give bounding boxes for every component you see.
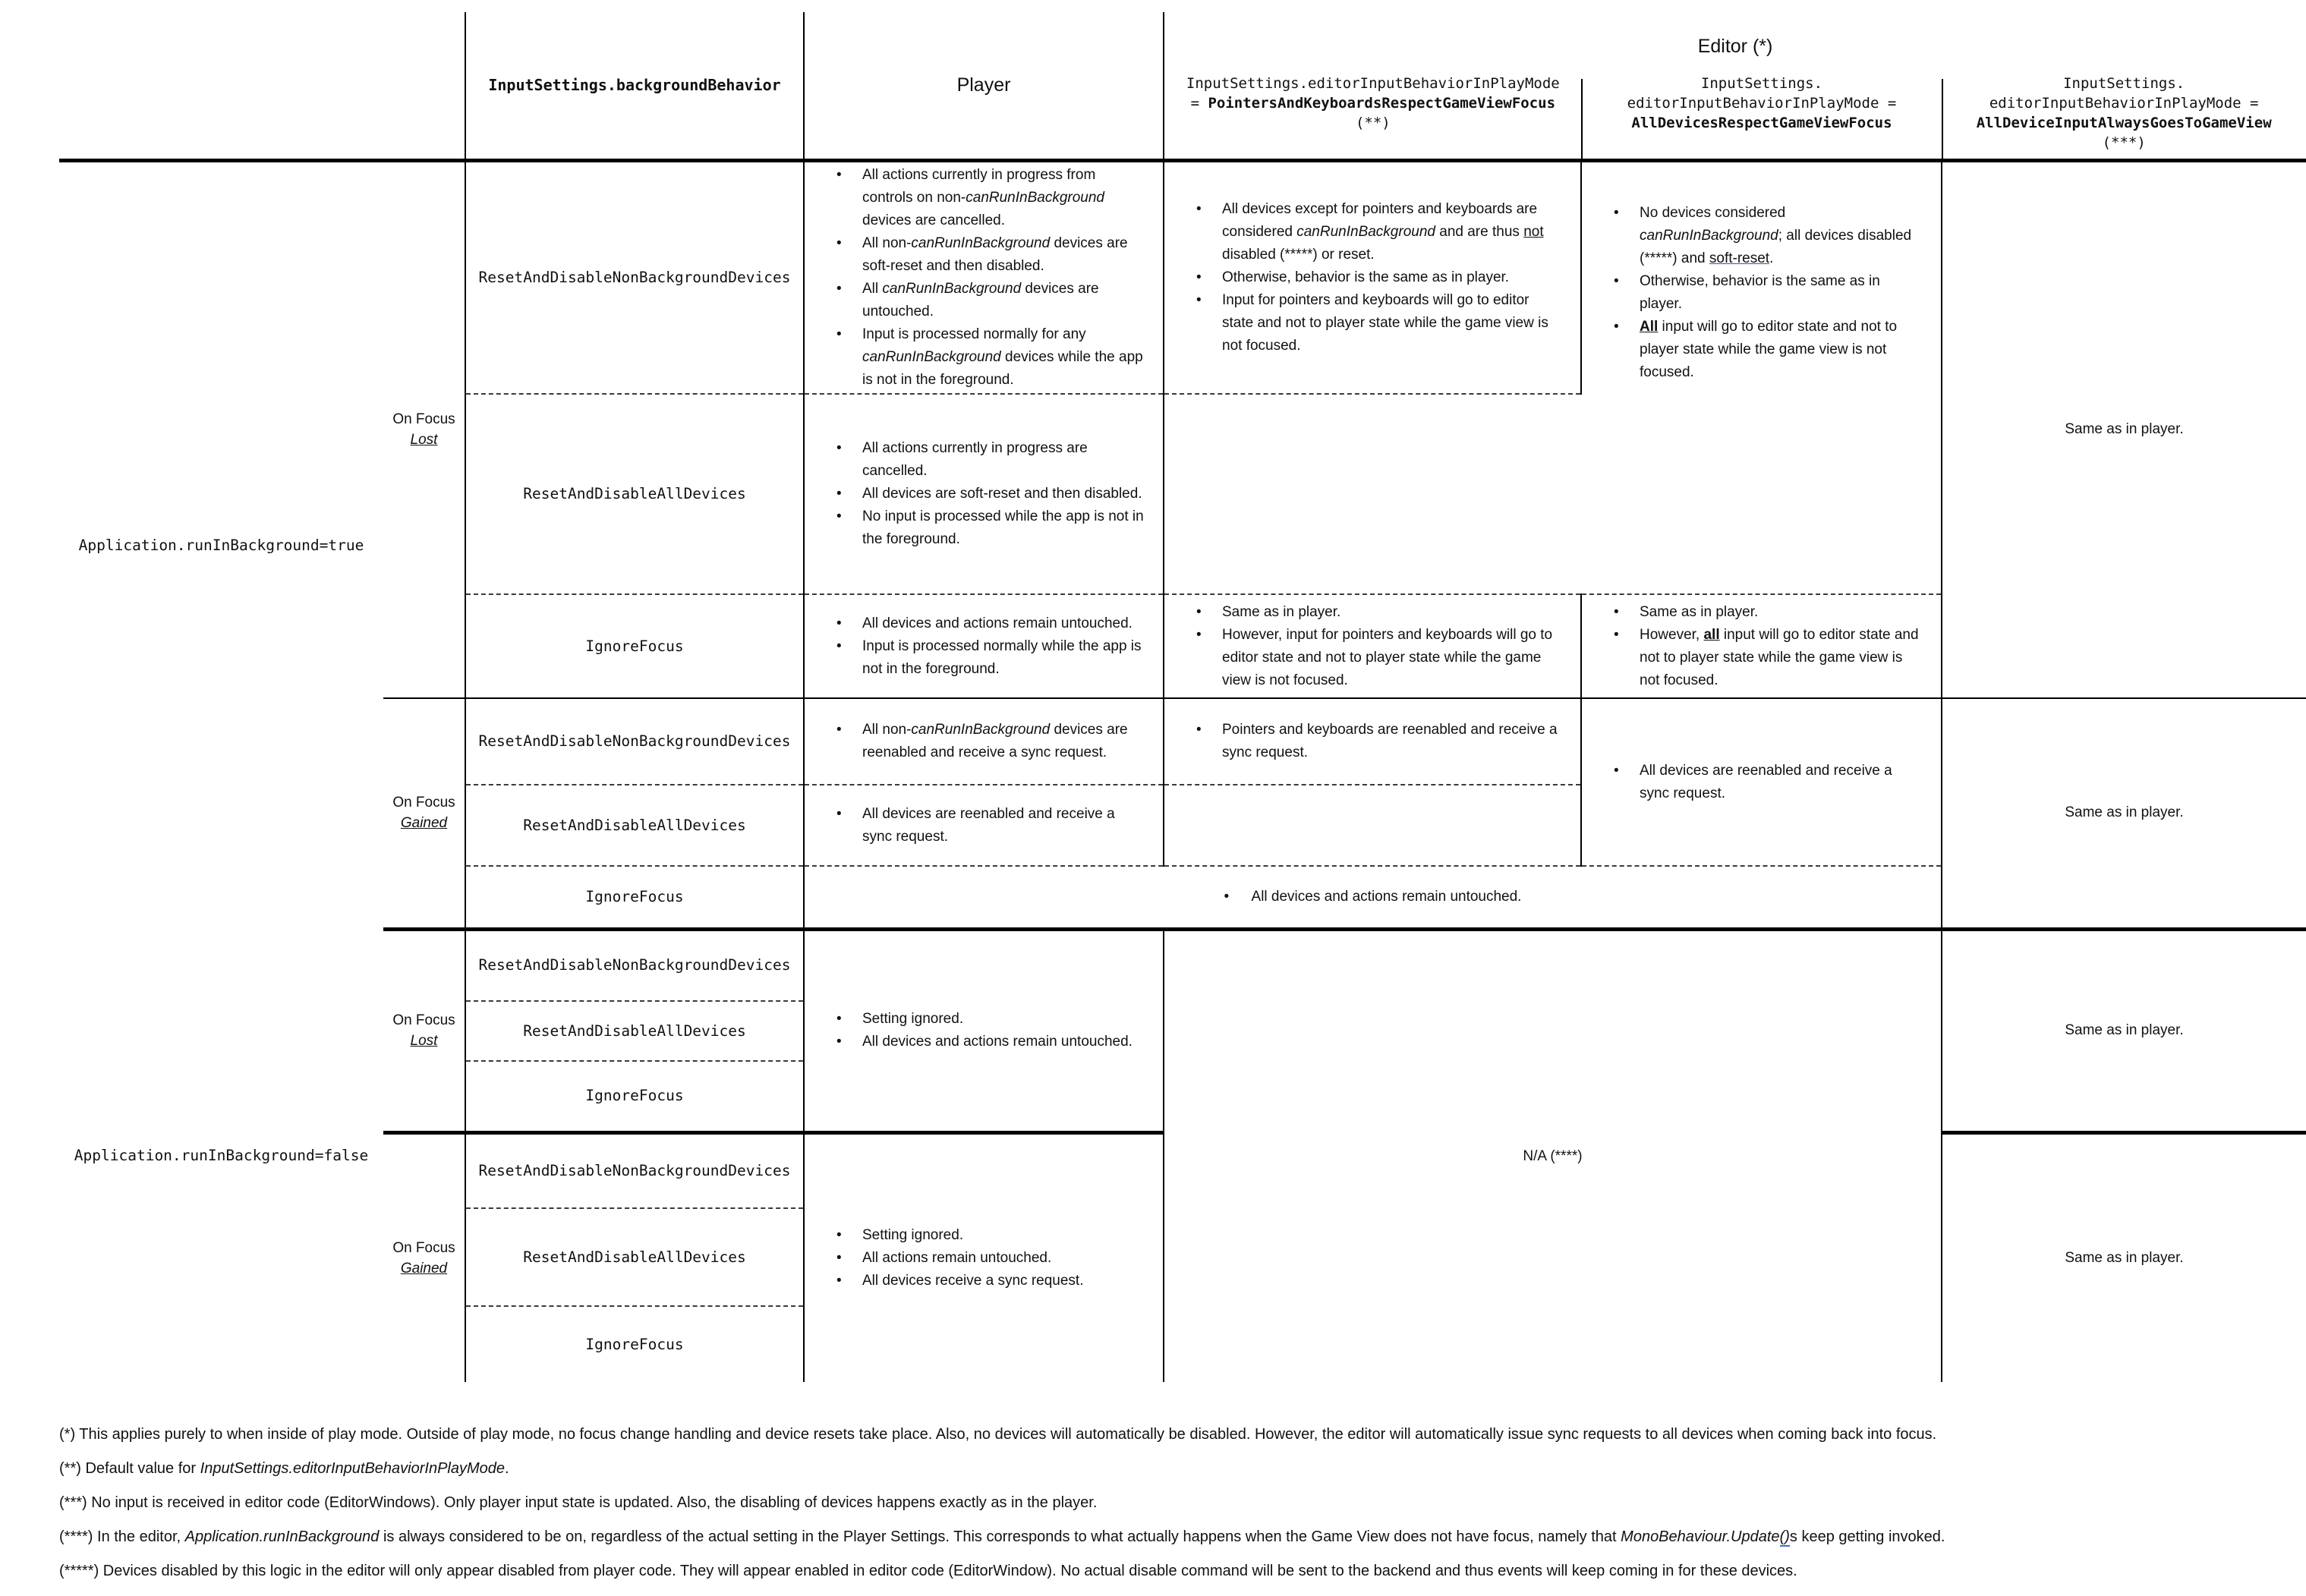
bullet-list [805, 437, 1163, 551]
bullet-item: • However, all input will go to editor state and not to player state while the game view is not focused. [1612, 624, 1922, 692]
cell-true-lost-ignore-player [804, 594, 1164, 698]
cell-true-gained-ignore-merged [804, 866, 1942, 929]
cell-true-lost-nonbg-player [804, 160, 1164, 394]
bullet-item: • All devices and actions remain untouched. [835, 1031, 1144, 1053]
bullet-list [805, 164, 1163, 392]
bullet-item: • All devices are reenabled and receive a sync request. [1612, 760, 1922, 805]
row-label-on-focus-gained-false [383, 1132, 465, 1382]
header-editor-sub-all-input-to-gameview [1942, 74, 2306, 153]
header-line: InputSettings. [2063, 74, 2185, 92]
cell-true-lost-all-player [804, 394, 1164, 594]
header-empty-cell [59, 12, 465, 160]
bullet-item: • All actions currently in progress from controls on non-canRunInBackground devices are cancelled. [835, 164, 1144, 232]
cell-true-gained-nonbg-editor-pointers [1164, 698, 1581, 785]
cell-true-lost-ignore-editor-pointers [1164, 594, 1581, 698]
bullet-item: • All devices are reenabled and receive a sync request. [835, 803, 1144, 848]
header-editor-sub-all-devices-respect [1582, 74, 1942, 153]
header-editor-group [1164, 12, 2306, 160]
on-focus-label: On Focus [392, 795, 455, 811]
header-line: (**) [1355, 114, 1391, 131]
cell-true-lost-nonbg-editor-pointers [1164, 160, 1581, 394]
bullet-item: • No input is processed while the app is not in the foreground. [835, 505, 1144, 551]
lost-label: Lost [410, 432, 438, 449]
bullet-list [1582, 202, 1941, 384]
bullet-item: • All devices and actions remain untouched. [1224, 886, 1522, 908]
bullet-item: • All canRunInBackground devices are untouched. [835, 278, 1144, 323]
table-row [59, 929, 2306, 1001]
cell-true-lost-editor-all-devices [1581, 160, 1942, 594]
cell-false-lost-same-as-player: Same as in player. [1942, 929, 2306, 1132]
footnote-4: (****) In the editor, Application.runInBackground is always considered to be on, regardless of the actual setting in the Player Settings. This corresponds to what actually happens when the Game View does not have focus, namely that MonoBehaviour.Update()s keep getting invoked. [59, 1528, 1945, 1545]
behavior-label-ignore-focus: IgnoreFocus [465, 1061, 804, 1132]
behavior-label-reset-all: ResetAndDisableAllDevices [465, 785, 804, 866]
bullet-list [805, 1008, 1163, 1053]
bullet-list [1164, 719, 1580, 764]
bullet-list [1164, 601, 1580, 692]
bullet-list [1164, 198, 1580, 357]
cell-false-lost-player [804, 929, 1164, 1132]
bullet-list [1224, 886, 1522, 908]
header-background-behavior: InputSettings.backgroundBehavior [465, 12, 804, 160]
bullet-item: • All non-canRunInBackground devices are reenabled and receive a sync request. [835, 719, 1144, 764]
behavior-label-ignore-focus: IgnoreFocus [465, 594, 804, 698]
row-label-on-focus-lost-true [383, 160, 465, 698]
bullet-item: • Input for pointers and keyboards will go to editor state and not to player state while the game view is not focused. [1195, 289, 1561, 357]
cell-true-gained-nonbg-player [804, 698, 1164, 785]
bullet-item: • Same as in player. [1195, 601, 1561, 624]
cell-true-gained-all-player [804, 785, 1164, 866]
cell-true-gained-editor-all-input-same-as-player: Same as in player. [1942, 698, 2306, 929]
row-label-on-focus-gained-true [383, 698, 465, 929]
bullet-item: • All devices and actions remain untouched. [835, 612, 1144, 635]
cell-false-gained-same-as-player: Same as in player. [1942, 1132, 2306, 1382]
behavior-label-ignore-focus: IgnoreFocus [465, 1306, 804, 1382]
header-editor-title: Editor (*) [1697, 36, 1773, 57]
behavior-matrix-table [59, 12, 2306, 1382]
header-line: editorInputBehaviorInPlayMode = [1989, 94, 2259, 112]
bullet-list [805, 803, 1163, 848]
row-label-run-in-background-true: Application.runInBackground=true [78, 536, 364, 554]
cell-true-gained-editor-all-devices [1581, 698, 1942, 866]
bullet-item: • All input will go to editor state and not to player state while the game view is not focused. [1612, 316, 1922, 384]
bullet-list [805, 719, 1163, 764]
header-editor-sub-pointers-and-keyboards [1164, 74, 1582, 153]
footnote-5: (*****) Devices disabled by this logic in the editor will only appear disabled from player code. They will appear enabled in editor code (EditorWindow). No actual disable command will be sent to the backend and thus events will keep coming in for these devices. [59, 1563, 1797, 1579]
cell-true-lost-editor-all-input-same-as-player: Same as in player. [1942, 160, 2306, 698]
bullet-list [1582, 760, 1941, 805]
table-row [59, 160, 2306, 394]
on-focus-label: On Focus [392, 1239, 455, 1256]
header-player: Player [804, 12, 1164, 160]
header-line: editorInputBehaviorInPlayMode = [1627, 94, 1897, 112]
bullet-item: • However, input for pointers and keyboards will go to editor state and not to player state while the game view is not focused. [1195, 624, 1561, 692]
bullet-list [805, 612, 1163, 681]
cell-false-editor-na: N/A (****) [1164, 929, 1942, 1382]
bullet-item: • Otherwise, behavior is the same as in player. [1612, 270, 1922, 316]
header-line: = PointersAndKeyboardsRespectGameViewFocus [1190, 94, 1556, 112]
on-focus-label: On Focus [392, 1012, 455, 1028]
row-label-on-focus-lost-false [383, 929, 465, 1132]
bullet-item: • Pointers and keyboards are reenabled and receive a sync request. [1195, 719, 1561, 764]
bullet-list [805, 1224, 1163, 1292]
bullet-item: • Input is processed normally for any canRunInBackground devices while the app is not in the foreground. [835, 323, 1144, 392]
cell-true-lost-ignore-editor-all-devices [1581, 594, 1942, 698]
header-line: (***) [2102, 134, 2146, 151]
bullet-item: • All devices except for pointers and keyboards are considered canRunInBackground and are thus not disabled (*****) or reset. [1195, 198, 1561, 266]
bullet-item: • Otherwise, behavior is the same as in player. [1195, 266, 1561, 289]
bullet-item: • Setting ignored. [835, 1008, 1144, 1031]
footnote-1: (*) This applies purely to when inside of play mode. Outside of play mode, no focus change handling and device resets take place. Also, no devices will automatically be disabled. However, the editor will automatically issue sync requests to all devices when coming back into focus. [59, 1426, 1937, 1443]
header-row [59, 12, 2306, 160]
behavior-label-reset-non-bg: ResetAndDisableNonBackgroundDevices [465, 929, 804, 1001]
cell-true-lost-all-editor-pointers-empty [1164, 394, 1581, 594]
gained-label: Gained [400, 1260, 448, 1276]
bullet-item: • All non-canRunInBackground devices are soft-reset and then disabled. [835, 232, 1144, 278]
bullet-item: • All actions currently in progress are cancelled. [835, 437, 1144, 483]
header-line: AllDevicesRespectGameViewFocus [1631, 114, 1892, 131]
header-line: InputSettings. [1700, 74, 1823, 92]
behavior-label-ignore-focus: IgnoreFocus [465, 866, 804, 929]
behavior-label-reset-all: ResetAndDisableAllDevices [465, 1001, 804, 1061]
cell-true-gained-all-editor-pointers-empty [1164, 785, 1581, 866]
gained-label: Gained [400, 815, 448, 832]
header-line: AllDeviceInputAlwaysGoesToGameView [1976, 114, 2272, 131]
footnote-3: (***) No input is received in editor code (EditorWindows). Only player input state is updated. Also, the disabling of devices happens exactly as in the player. [59, 1494, 1098, 1511]
footnotes [59, 1425, 2294, 1596]
on-focus-label: On Focus [392, 411, 455, 428]
row-label-run-in-background-false: Application.runInBackground=false [74, 1146, 369, 1164]
bullet-item: • All devices receive a sync request. [835, 1270, 1144, 1292]
lost-label: Lost [410, 1033, 438, 1049]
bullet-item: • All devices are soft-reset and then disabled. [835, 483, 1144, 505]
bullet-list [1582, 601, 1941, 692]
bullet-item: • Input is processed normally while the app is not in the foreground. [835, 635, 1144, 681]
bullet-item: • All actions remain untouched. [835, 1247, 1144, 1270]
header-editor-subheaders [1164, 74, 2306, 153]
behavior-label-reset-all: ResetAndDisableAllDevices [465, 394, 804, 594]
bullet-item: • Same as in player. [1612, 601, 1922, 624]
behavior-label-reset-non-bg: ResetAndDisableNonBackgroundDevices [465, 1132, 804, 1208]
header-line: InputSettings.editorInputBehaviorInPlayMode [1186, 74, 1560, 92]
table-row [59, 698, 2306, 785]
cell-false-gained-player [804, 1132, 1164, 1382]
bullet-item: • No devices considered canRunInBackground; all devices disabled (*****) and soft-reset. [1612, 202, 1922, 270]
footnote-2: (**) Default value for InputSettings.editorInputBehaviorInPlayMode. [59, 1460, 509, 1477]
behavior-label-reset-all: ResetAndDisableAllDevices [465, 1208, 804, 1306]
behavior-label-reset-non-bg: ResetAndDisableNonBackgroundDevices [465, 160, 804, 394]
bullet-item: • Setting ignored. [835, 1224, 1144, 1247]
behavior-label-reset-non-bg: ResetAndDisableNonBackgroundDevices [465, 698, 804, 785]
